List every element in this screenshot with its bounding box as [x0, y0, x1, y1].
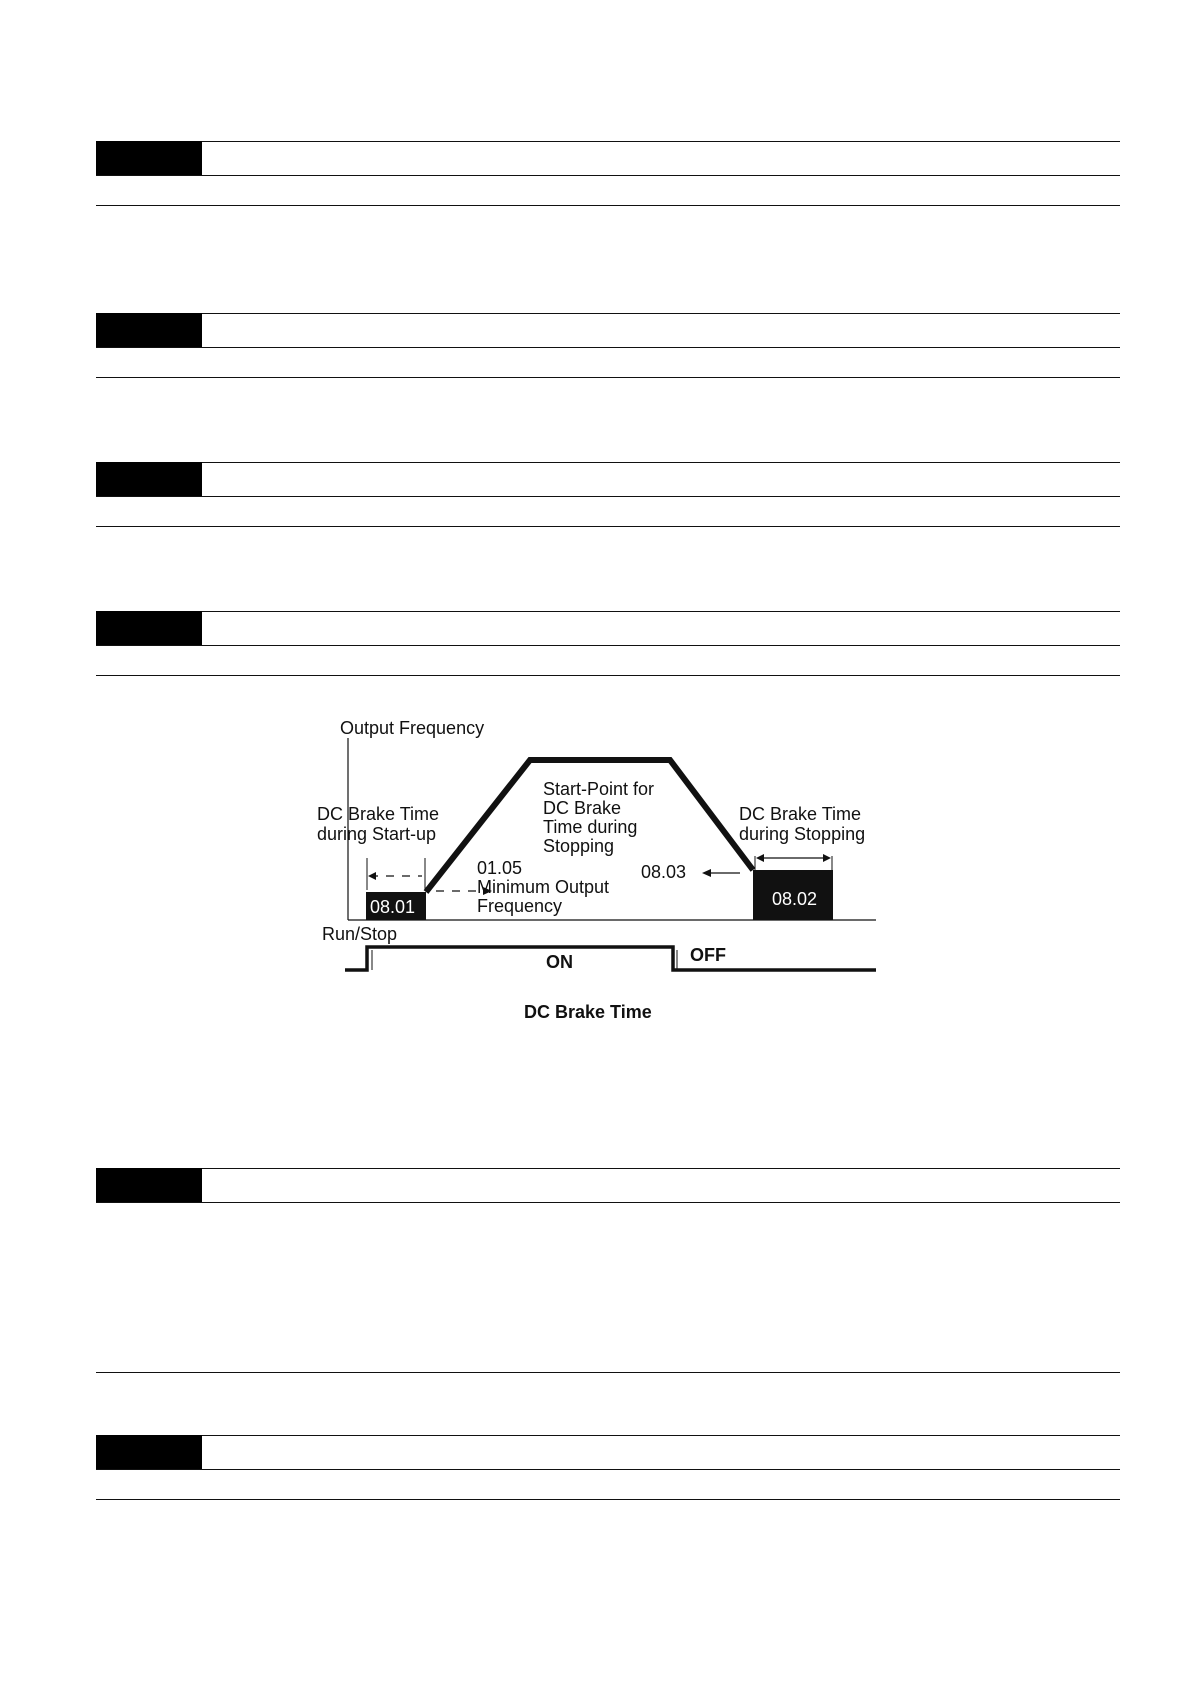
min-frequency-label-line-1: Minimum Output — [477, 877, 610, 897]
stop-brake-label-line-2: during Stopping — [739, 824, 866, 844]
diagram-caption: DC Brake Time — [524, 1002, 652, 1022]
parameter-header — [96, 141, 1120, 176]
parameter-section-5 — [96, 1168, 1120, 1203]
section-divider — [96, 205, 1120, 206]
on-label: ON — [546, 952, 573, 972]
parameter-code-tag — [96, 1168, 202, 1202]
start-point-label-line-1: Start-Point for — [543, 779, 655, 799]
min-frequency-label-line-2: Frequency — [477, 896, 563, 916]
stop-brake-box-label: 08.02 — [772, 889, 818, 909]
parameter-code-tag — [96, 313, 202, 347]
parameter-code-tag — [96, 611, 202, 645]
parameter-section-6 — [96, 1435, 1120, 1470]
parameter-header — [96, 313, 1120, 348]
arrow-left-icon — [368, 872, 376, 880]
parameter-header — [96, 1168, 1120, 1203]
start-point-label-line-3: Time during — [543, 817, 638, 837]
start-point-label-line-4: Stopping — [543, 836, 615, 856]
y-axis-label: Output Frequency — [340, 718, 485, 738]
section-divider — [96, 1499, 1120, 1500]
run-stop-label: Run/Stop — [322, 924, 398, 944]
parameter-section-2 — [96, 313, 1120, 348]
section-divider — [96, 377, 1120, 378]
section-divider — [96, 675, 1120, 676]
off-label: OFF — [690, 945, 726, 965]
parameter-header — [96, 611, 1120, 646]
section-divider — [96, 1372, 1120, 1373]
parameter-section-1 — [96, 141, 1120, 176]
start-point-label-line-2: DC Brake — [543, 798, 622, 818]
parameter-code-tag — [96, 141, 202, 175]
min-frequency-code: 01.05 — [477, 858, 523, 878]
start-brake-label-line-1: DC Brake Time — [317, 804, 440, 824]
stop-brake-label-line-1: DC Brake Time — [739, 804, 862, 824]
arrow-left-icon — [756, 854, 764, 862]
parameter-code-tag — [96, 1435, 202, 1469]
arrow-right-icon — [823, 854, 831, 862]
arrow-left-icon — [702, 869, 711, 877]
section-divider — [96, 526, 1120, 527]
parameter-section-4 — [96, 611, 1120, 646]
dc-brake-time-diagram — [300, 710, 900, 1040]
start-brake-label-line-2: during Start-up — [317, 824, 437, 844]
start-brake-box-label: 08.01 — [370, 897, 416, 917]
parameter-header — [96, 462, 1120, 497]
parameter-code-tag — [96, 462, 202, 496]
parameter-header — [96, 1435, 1120, 1470]
parameter-section-3 — [96, 462, 1120, 497]
start-point-code: 08.03 — [641, 862, 687, 882]
run-stop-signal — [345, 947, 876, 970]
